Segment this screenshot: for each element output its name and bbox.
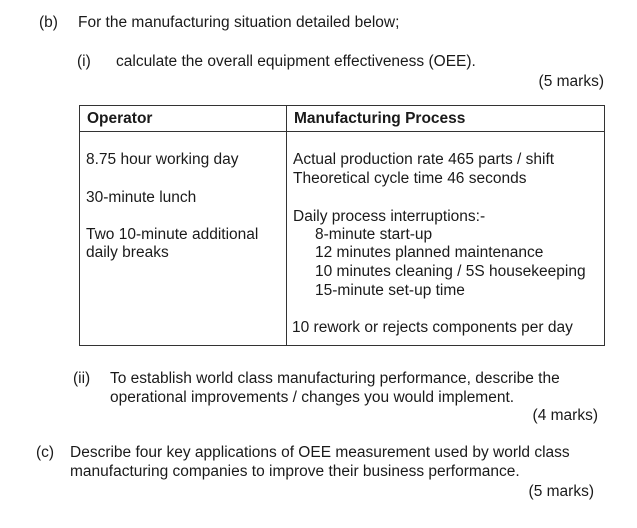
sub-ii-line1: To establish world class manufacturing performance, describe the [110, 370, 560, 387]
interruption-item: 15-minute set-up time [315, 282, 465, 299]
process-cycle: Theoretical cycle time 46 seconds [293, 170, 527, 187]
data-table [79, 105, 605, 346]
part-c-label: (c) [36, 444, 55, 461]
header-operator: Operator [87, 110, 153, 127]
process-rate: Actual production rate 465 parts / shift [293, 151, 555, 168]
part-b-intro: For the manufacturing situation detailed below; [78, 14, 400, 31]
operator-lunch: 30-minute lunch [86, 189, 197, 206]
header-process: Manufacturing Process [294, 110, 466, 127]
part-c-marks: (5 marks) [528, 483, 594, 500]
operator-breaks-line1: Two 10-minute additional [86, 226, 259, 243]
part-b-label: (b) [39, 14, 58, 31]
sub-ii-label: (ii) [73, 370, 91, 387]
interruption-item: 8-minute start-up [315, 226, 433, 243]
interruption-item: 12 minutes planned maintenance [315, 244, 544, 261]
sub-i-label: (i) [77, 53, 91, 70]
column-divider [286, 106, 287, 345]
part-c-line1: Describe four key applications of OEE measurement used by world class [70, 444, 570, 461]
part-c-line2: manufacturing companies to improve their business performance. [70, 463, 520, 480]
interruption-item: 10 minutes cleaning / 5S housekeeping [315, 263, 586, 280]
sub-i-marks: (5 marks) [538, 73, 604, 90]
sub-ii-marks: (4 marks) [532, 407, 598, 424]
sub-ii-line2: operational improvements / changes you would implement. [110, 389, 515, 406]
sub-i-text: calculate the overall equipment effectiveness (OEE). [116, 53, 476, 70]
operator-working-day: 8.75 hour working day [86, 151, 239, 168]
operator-breaks-line2: daily breaks [86, 244, 169, 261]
process-interruptions-heading: Daily process interruptions:- [293, 208, 486, 225]
header-divider [80, 131, 604, 132]
process-rework: 10 rework or rejects components per day [292, 319, 573, 336]
